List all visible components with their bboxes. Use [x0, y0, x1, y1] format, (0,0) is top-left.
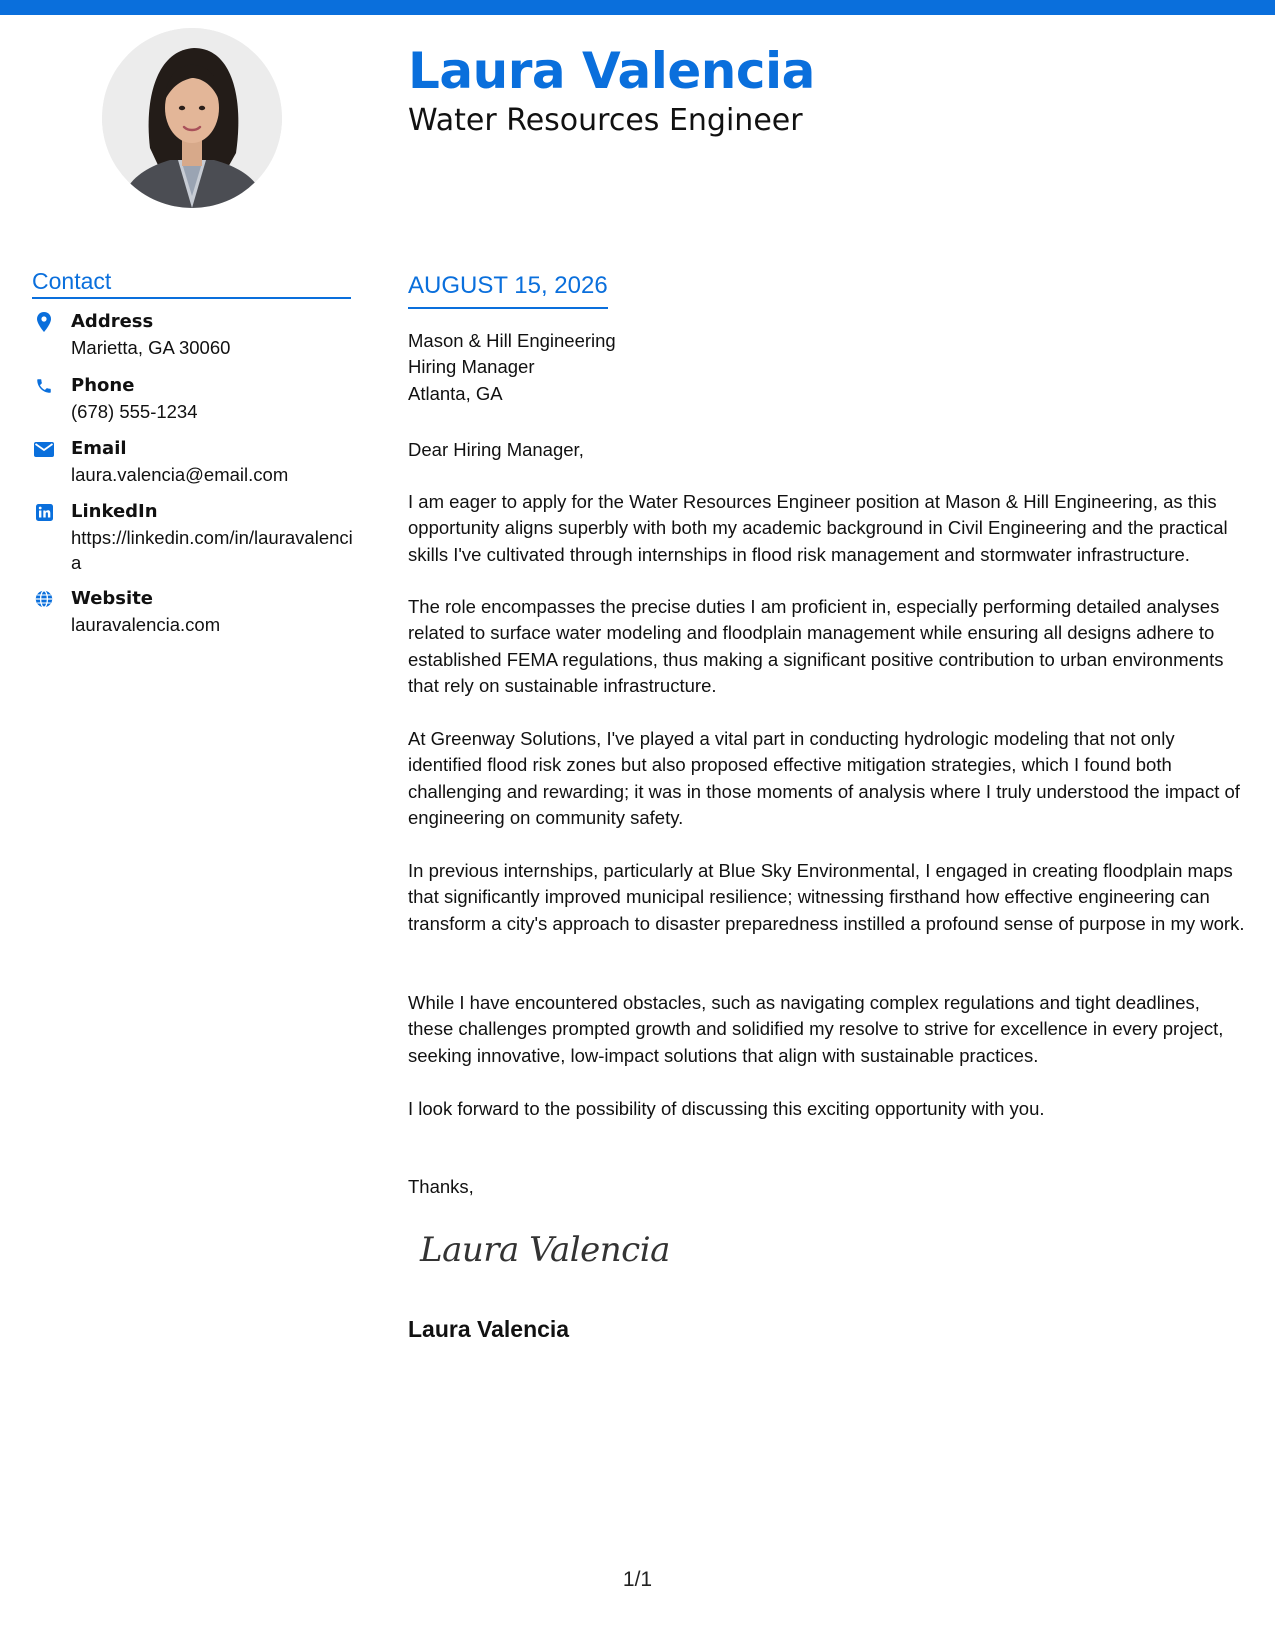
- recipient-block: [408, 328, 616, 407]
- contact-value: Marietta, GA 30060: [71, 337, 231, 358]
- contact-label: LinkedIn: [71, 501, 158, 522]
- recipient-role: Hiring Manager: [408, 356, 535, 378]
- location-pin-icon: [34, 312, 54, 332]
- profile-photo: [102, 28, 282, 208]
- closing: Thanks,: [408, 1176, 474, 1197]
- job-title: Water Resources Engineer: [408, 103, 803, 138]
- contact-heading: Contact: [32, 267, 351, 299]
- top-accent-bar: [0, 0, 1275, 15]
- linkedin-link[interactable]: https://linkedin.com/in/lauravalencia: [71, 527, 353, 573]
- website-link[interactable]: lauravalencia.com: [71, 614, 221, 635]
- letter-date: AUGUST 15, 2026: [408, 271, 608, 309]
- portrait-image: [102, 28, 282, 208]
- linkedin-icon: [34, 502, 54, 522]
- contact-label: Address: [71, 311, 154, 332]
- contact-label: Phone: [71, 375, 135, 396]
- body-paragraph: At Greenway Solutions, I've played a vital part in conducting hydrologic modeling that not only identified flood risk zones but also proposed effective mitigation strategies, which I found both challenging and rewarding; it was in those moments of analysis where I truly understood the impact of engineering on community safety.: [408, 728, 1240, 829]
- body-paragraph: The role encompasses the precise duties I am proficient in, especially performing detailed analyses related to surface water modeling and floodplain management while ensuring all designs adhere to established FEMA regulations, thus making a significant positive contribution to urban environments that rely on sustainable infrastructure.: [408, 596, 1224, 697]
- phone-icon: [34, 376, 54, 396]
- contact-value: (678) 555-1234: [71, 401, 198, 422]
- signer-name: Laura Valencia: [408, 1316, 570, 1342]
- handwritten-signature: Laura Valencia: [420, 1230, 670, 1270]
- contact-label: Email: [71, 438, 127, 459]
- recipient-location: Atlanta, GA: [408, 382, 503, 404]
- page-number: 1/1: [622, 1568, 653, 1591]
- globe-icon: [34, 589, 54, 609]
- body-paragraph: While I have encountered obstacles, such as navigating complex regulations and tight deadlines, these challenges prompted growth and solidified my resolve to strive for excellence in every project, seeking innovative, low-impact solutions that align with sustainable practices.: [408, 992, 1224, 1066]
- email-link[interactable]: laura.valencia@email.com: [71, 464, 289, 485]
- contact-label: Website: [71, 588, 154, 609]
- body-paragraph: In previous internships, particularly at Blue Sky Environmental, I engaged in creating floodplain maps that significantly improved municipal resilience; witnessing firsthand how effective engineering can transform a city's approach to disaster preparedness instilled a profound sense of purpose in my work.: [408, 860, 1245, 934]
- recipient-company: Mason & Hill Engineering: [408, 330, 616, 351]
- salutation: Dear Hiring Manager,: [408, 439, 584, 460]
- candidate-name: Laura Valencia: [408, 42, 815, 100]
- body-paragraph: I am eager to apply for the Water Resources Engineer position at Mason & Hill Engineering, as this opportunity aligns superbly with both my academic background in Civil Engineering and the practical skills I've cultivated through internships in flood risk management and stormwater infrastructure.: [408, 491, 1228, 565]
- body-paragraph: I look forward to the possibility of discussing this exciting opportunity with you.: [408, 1098, 1045, 1119]
- email-icon: [34, 439, 54, 459]
